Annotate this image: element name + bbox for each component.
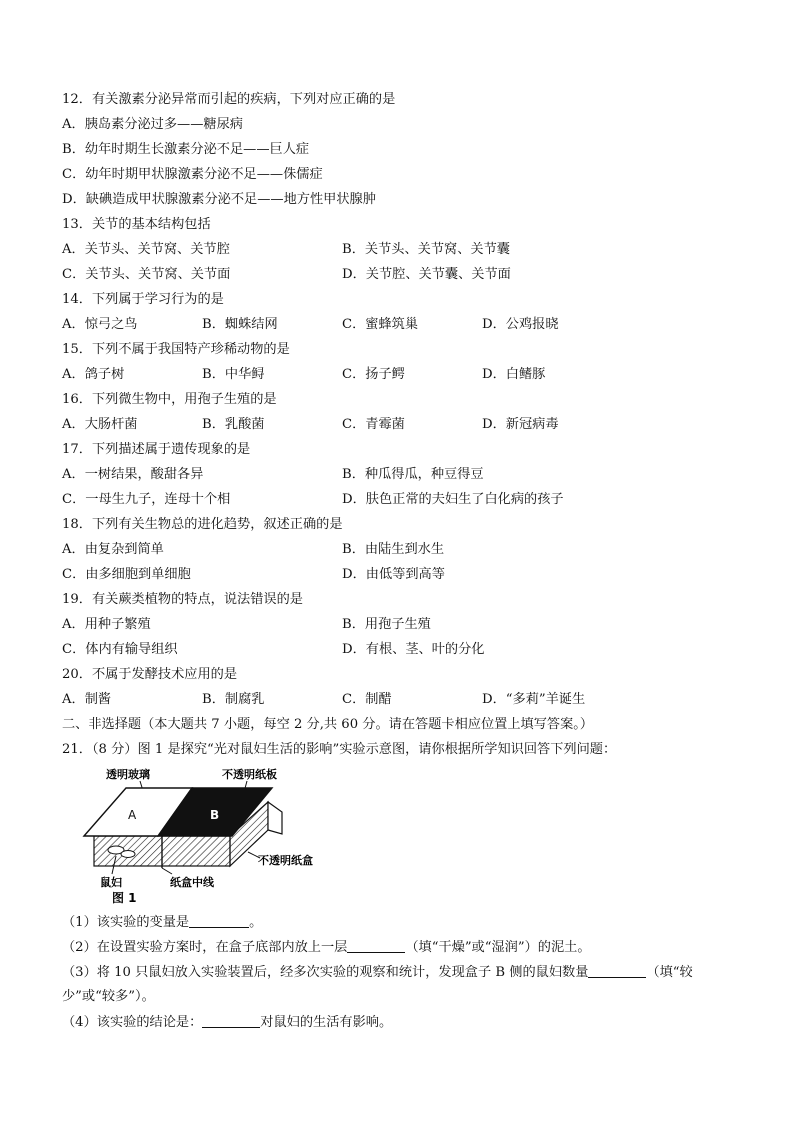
question-19-option-a: A．用种子繁殖 xyxy=(62,617,151,632)
question-17-option-d: D．肤色正常的夫妇生了白化病的孩子 xyxy=(342,492,564,507)
question-13-option-a: A．关节头、关节窝、关节腔 xyxy=(62,242,230,257)
q21-sub2 xyxy=(62,938,591,957)
question-19-option-c: C．体内有输导组织 xyxy=(62,642,178,657)
question-20-stem: 20．不属于发酵技术应用的是 xyxy=(62,667,238,682)
woodlouse-icon xyxy=(121,851,135,858)
question-18-option-b: B．由陆生到水生 xyxy=(342,542,445,557)
question-13-option-c: C．关节头、关节窝、关节面 xyxy=(62,267,231,282)
q21-sub3-end: （填“较 xyxy=(646,965,693,980)
question-12-option-b: B．幼年时期生长激素分泌不足——巨人症 xyxy=(62,142,310,157)
label-opaque-box: 不透明纸盒 xyxy=(258,854,313,867)
q21-sub4-text: （4）该实验的结论是： xyxy=(62,1015,203,1030)
question-18-option-a: A．由复杂到简单 xyxy=(62,542,164,557)
question-20-option-b: B．制腐乳 xyxy=(202,692,265,707)
q21-sub2-text: （2）在设置实验方案时，在盒子底部内放上一层 xyxy=(62,940,348,955)
question-17-option-c: C．一母生九子，连母十个相 xyxy=(62,492,231,507)
figure-1-diagram xyxy=(72,764,342,904)
question-17-option-a: A．一树结果，酸甜各异 xyxy=(62,467,204,482)
question-20-option-a: A．制酱 xyxy=(62,692,112,707)
q21-sub4 xyxy=(62,1013,392,1032)
question-13-option-b: B．关节头、关节窝、关节囊 xyxy=(342,242,510,257)
question-12-stem: 12．有关激素分泌异常而引起的疾病，下列对应正确的是 xyxy=(62,92,396,107)
q21-sub3-continued: 少”或“较多”）。 xyxy=(62,989,155,1004)
q21-sub3 xyxy=(62,963,693,982)
label-woodlouse: 鼠妇 xyxy=(100,876,122,889)
question-14-option-d: D．公鸡报晓 xyxy=(482,317,559,332)
question-14-option-b: B．蜘蛛结网 xyxy=(202,317,278,332)
question-16-option-b: B．乳酸菌 xyxy=(202,417,265,432)
question-18-option-c: C．由多细胞到单细胞 xyxy=(62,567,191,582)
question-13-stem: 13．关节的基本结构包括 xyxy=(62,217,211,232)
question-14-option-a: A．惊弓之鸟 xyxy=(62,317,138,332)
pointer-line-midline xyxy=(162,868,172,874)
q21-sub3-text: （3）将 10 只鼠妇放入实验装置后，经多次实验的观察和统计，发现盒子 B 侧的鼠妇数量 xyxy=(62,965,589,980)
question-16-option-a: A．大肠杆菌 xyxy=(62,417,138,432)
question-15-option-c: C．扬子鳄 xyxy=(342,367,405,382)
question-18-option-d: D．由低等到高等 xyxy=(342,567,445,582)
label-box-midline: 纸盒中线 xyxy=(170,876,214,889)
question-18-stem: 18．下列有关生物总的进化趋势，叙述正确的是 xyxy=(62,517,343,532)
label-opaque-board: 不透明纸板 xyxy=(222,768,277,781)
q21-sub4-end: 对鼠妇的生活有影响。 xyxy=(260,1015,393,1030)
question-12-option-a: A．胰岛素分泌过多——糖尿病 xyxy=(62,117,243,132)
q21-sub3-blank[interactable] xyxy=(588,963,646,978)
q21-sub1-end: 。 xyxy=(249,915,263,930)
question-17-option-b: B．种瓜得瓜，种豆得豆 xyxy=(342,467,484,482)
question-19-option-d: D．有根、茎、叶的分化 xyxy=(342,642,485,657)
question-12-option-c: C．幼年时期甲状腺激素分泌不足——侏儒症 xyxy=(62,167,323,182)
question-19-stem: 19．有关蕨类植物的特点，说法错误的是 xyxy=(62,592,303,607)
label-transparent-glass: 透明玻璃 xyxy=(106,768,150,781)
q21-sub1 xyxy=(62,913,262,932)
label-side-a: A xyxy=(128,808,137,822)
question-19-option-b: B．用孢子生殖 xyxy=(342,617,431,632)
q21-sub4-blank[interactable] xyxy=(202,1013,260,1028)
box-side-flap xyxy=(268,802,282,834)
question-16-option-c: C．青霉菌 xyxy=(342,417,405,432)
question-13-option-d: D．关节腔、关节囊、关节面 xyxy=(342,267,511,282)
question-20-option-c: C．制醋 xyxy=(342,692,392,707)
question-14-option-c: C．蜜蜂筑巢 xyxy=(342,317,419,332)
question-15-option-a: A．鸽子树 xyxy=(62,367,125,382)
question-16-stem: 16．下列微生物中，用孢子生殖的是 xyxy=(62,392,277,407)
question-12-option-d: D．缺碘造成甲状腺激素分泌不足——地方性甲状腺肿 xyxy=(62,192,376,207)
question-15-option-b: B．中华鲟 xyxy=(202,367,265,382)
question-14-stem: 14．下列属于学习行为的是 xyxy=(62,292,224,307)
question-17-stem: 17．下列描述属于遗传现象的是 xyxy=(62,442,251,457)
question-20-option-d: D．“多莉”羊诞生 xyxy=(482,692,586,707)
q21-sub2-end: （填“干燥”或“湿润”）的泥土。 xyxy=(405,940,591,955)
question-16-option-d: D．新冠病毒 xyxy=(482,417,559,432)
q21-sub1-text: （1）该实验的变量是 xyxy=(62,915,190,930)
question-15-option-d: D．白鳍豚 xyxy=(482,367,546,382)
question-21-stem: 21．（8 分）图 1 是探究“光对鼠妇生活的影响”实验示意图，请你根据所学知识回答下列问题： xyxy=(62,742,617,757)
question-15-stem: 15．下列不属于我国特产珍稀动物的是 xyxy=(62,342,290,357)
q21-sub2-blank[interactable] xyxy=(347,938,405,953)
q21-sub1-blank[interactable] xyxy=(189,913,249,928)
figure-caption: 图 1 xyxy=(112,891,137,904)
label-side-b: B xyxy=(210,808,220,822)
section-2-heading: 二、非选择题（本大题共 7 小题，每空 2 分,共 60 分。请在答题卡相应位置上填写答案。） xyxy=(62,717,594,732)
